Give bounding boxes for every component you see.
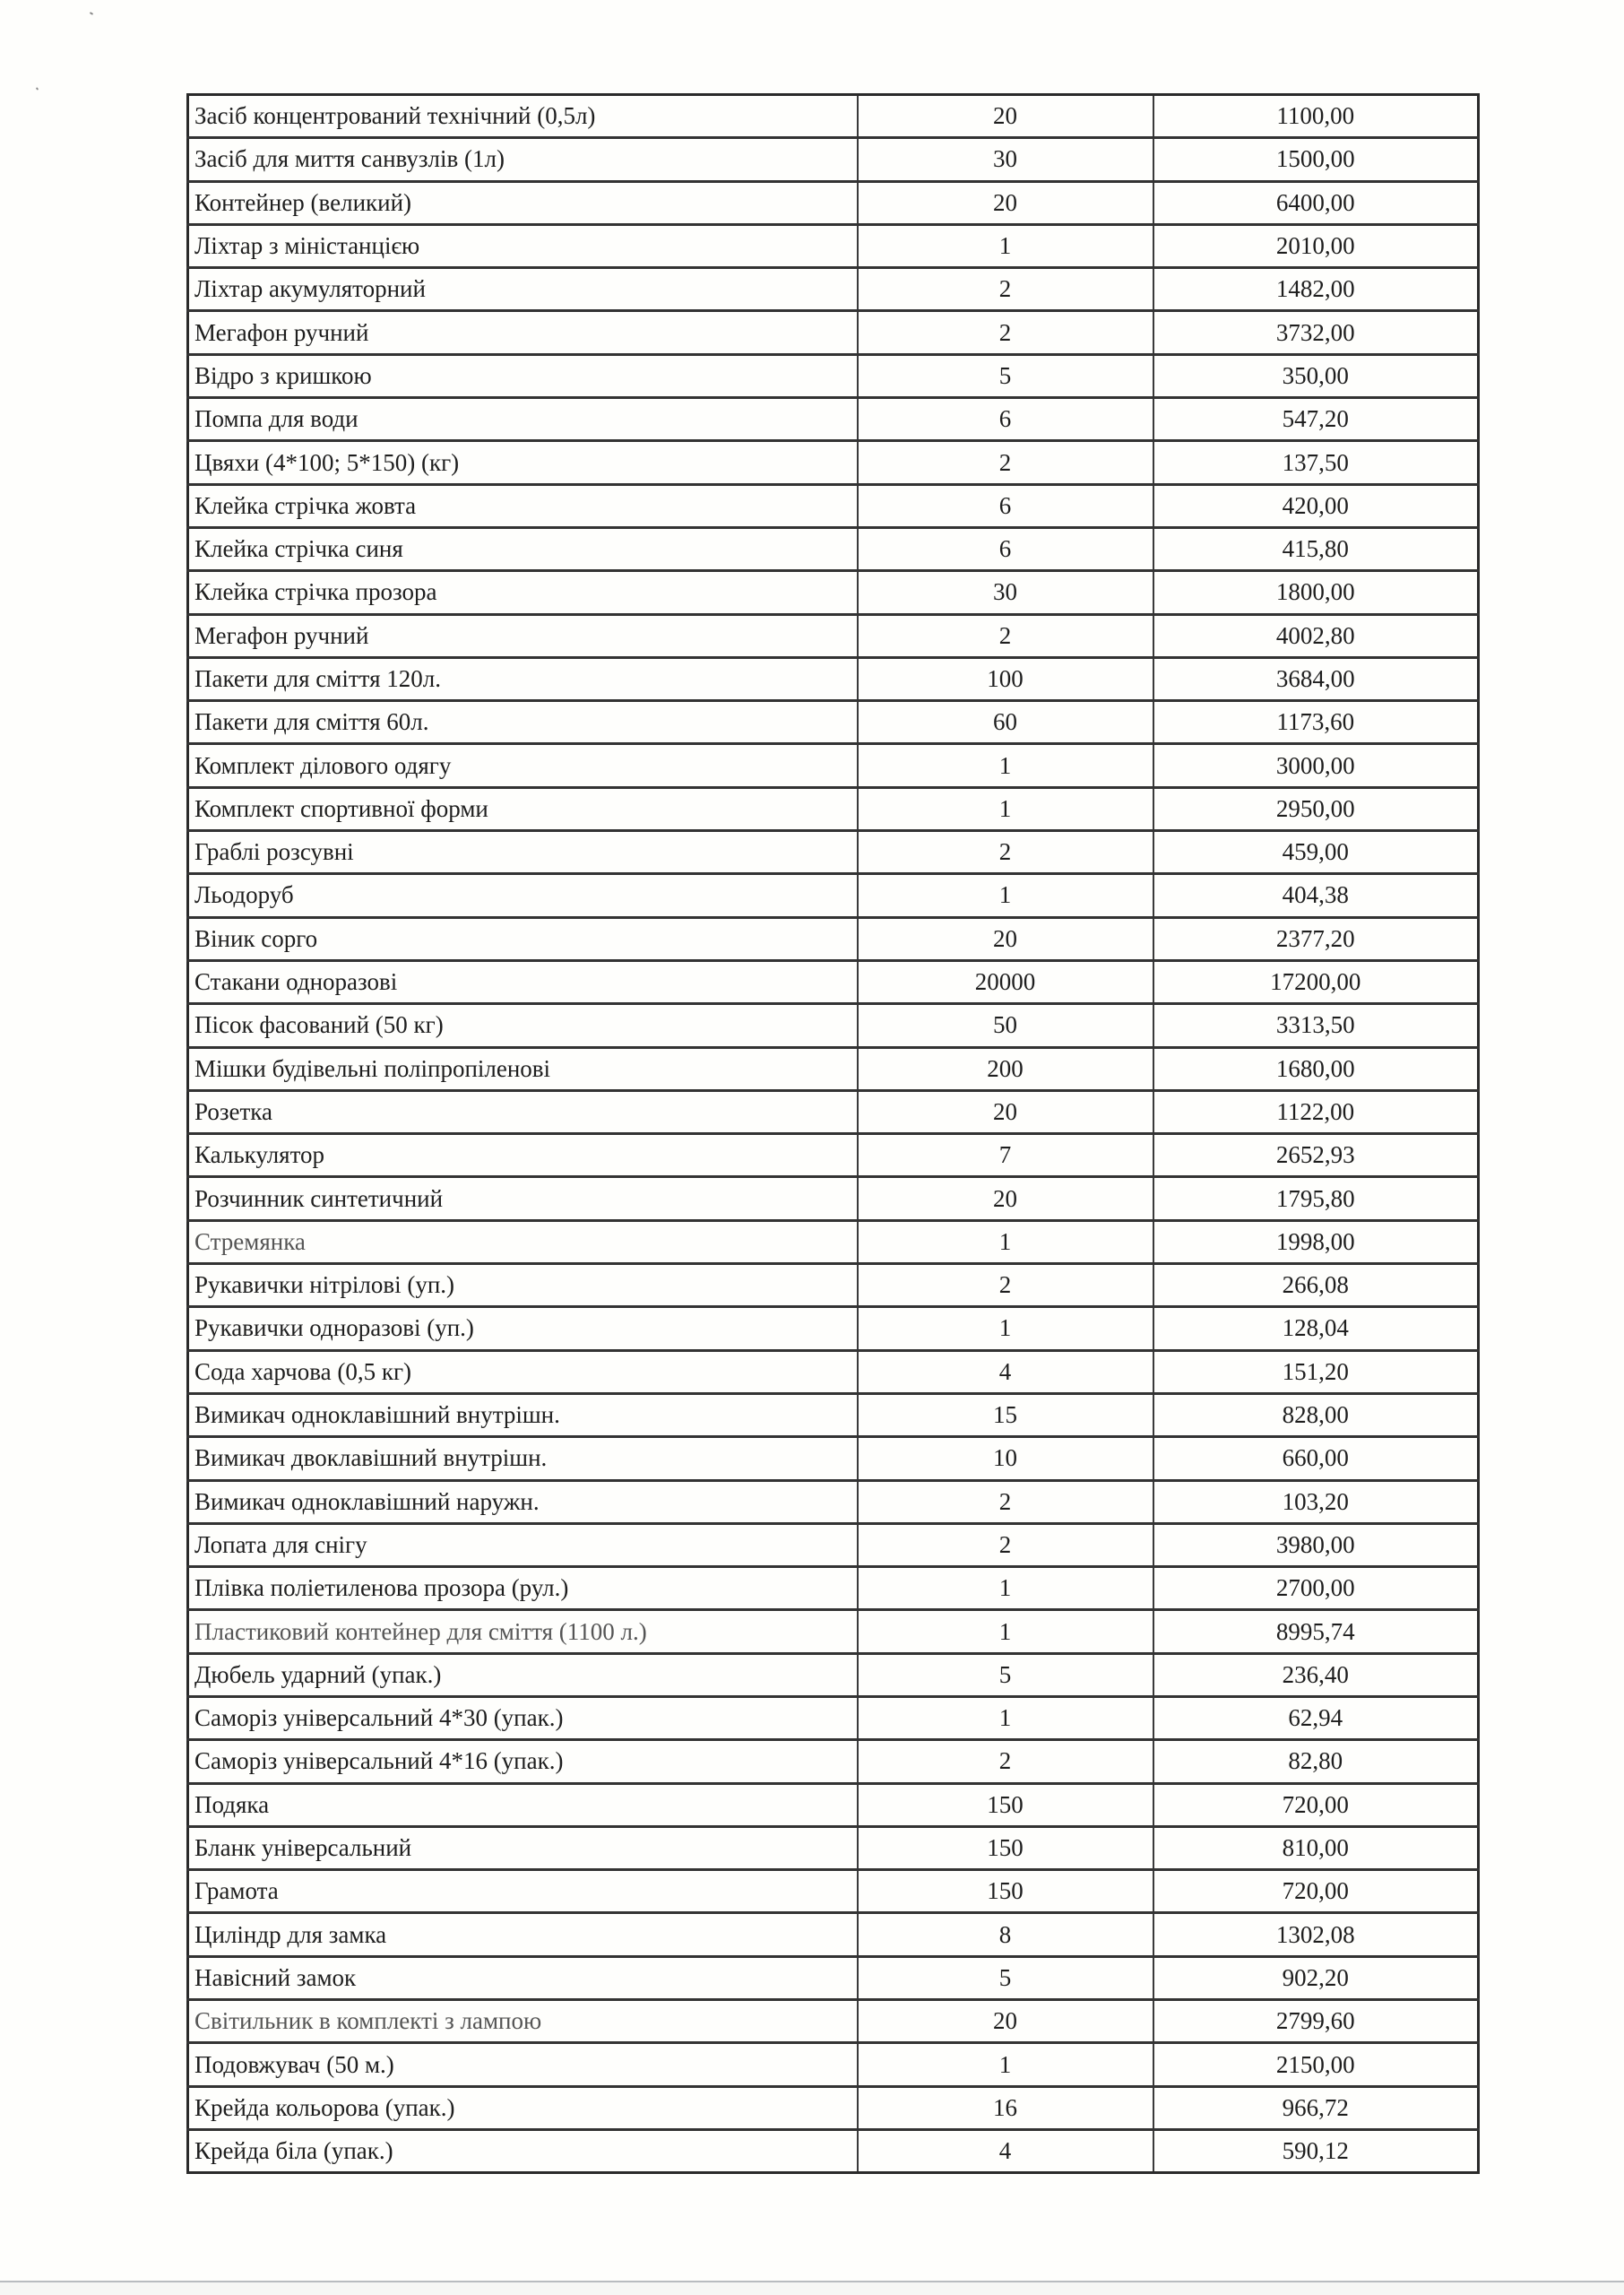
item-name-cell: Пакети для сміття 120л. (188, 657, 858, 700)
item-quantity-cell: 20 (858, 181, 1153, 224)
item-name-cell: Віник сорго (188, 917, 858, 960)
table-row (188, 1567, 1479, 1610)
scan-edge-margin (0, 2282, 1624, 2295)
item-quantity-cell: 1 (858, 1220, 1153, 1263)
table-row (188, 1826, 1479, 1869)
table-row (188, 1350, 1479, 1393)
item-name-cell: Циліндр для замка (188, 1913, 858, 1956)
item-sum-cell: 128,04 (1153, 1307, 1479, 1350)
item-quantity-cell: 2 (858, 1740, 1153, 1783)
item-sum-cell: 459,00 (1153, 831, 1479, 874)
table-row (188, 701, 1479, 744)
item-sum-cell: 547,20 (1153, 398, 1479, 441)
table-row (188, 1307, 1479, 1350)
item-sum-cell: 1800,00 (1153, 571, 1479, 614)
item-quantity-cell: 1 (858, 1307, 1153, 1350)
item-name-cell: Стремянка (188, 1220, 858, 1263)
item-name-cell: Клейка стрічка жовта (188, 484, 858, 527)
item-quantity-cell: 150 (858, 1826, 1153, 1869)
item-sum-cell: 2799,60 (1153, 2000, 1479, 2043)
item-sum-cell: 8995,74 (1153, 1610, 1479, 1653)
item-sum-cell: 1500,00 (1153, 138, 1479, 181)
scan-speck (36, 87, 39, 91)
table-row (188, 138, 1479, 181)
item-sum-cell: 2377,20 (1153, 917, 1479, 960)
item-quantity-cell: 2 (858, 268, 1153, 311)
item-quantity-cell: 1 (858, 2043, 1153, 2086)
item-sum-cell: 82,80 (1153, 1740, 1479, 1783)
table-row (188, 1480, 1479, 1523)
item-sum-cell: 3684,00 (1153, 657, 1479, 700)
table-row (188, 2086, 1479, 2129)
table-row (188, 917, 1479, 960)
item-sum-cell: 4002,80 (1153, 614, 1479, 657)
item-quantity-cell: 30 (858, 571, 1153, 614)
item-sum-cell: 2950,00 (1153, 787, 1479, 830)
item-quantity-cell: 1 (858, 1610, 1153, 1653)
item-sum-cell: 590,12 (1153, 2129, 1479, 2172)
table-row (188, 1740, 1479, 1783)
item-sum-cell: 350,00 (1153, 354, 1479, 397)
table-row (188, 874, 1479, 917)
item-name-cell: Грамота (188, 1870, 858, 1913)
item-quantity-cell: 16 (858, 2086, 1153, 2129)
item-name-cell: Ліхтар з міністанцією (188, 224, 858, 267)
table-row (188, 311, 1479, 354)
item-quantity-cell: 2 (858, 614, 1153, 657)
table-row (188, 614, 1479, 657)
item-sum-cell: 660,00 (1153, 1437, 1479, 1480)
item-name-cell: Плівка поліетиленова прозора (рул.) (188, 1567, 858, 1610)
item-sum-cell: 2700,00 (1153, 1567, 1479, 1610)
item-name-cell: Мегафон ручний (188, 614, 858, 657)
item-quantity-cell: 20 (858, 1177, 1153, 1220)
table-row (188, 1956, 1479, 1999)
item-sum-cell: 2150,00 (1153, 2043, 1479, 2086)
item-name-cell: Бланк універсальний (188, 1826, 858, 1869)
table-row (188, 1653, 1479, 1696)
item-name-cell: Ліхтар акумуляторний (188, 268, 858, 311)
item-name-cell: Відро з кришкою (188, 354, 858, 397)
item-quantity-cell: 20 (858, 95, 1153, 138)
table-row (188, 657, 1479, 700)
item-sum-cell: 1302,08 (1153, 1913, 1479, 1956)
item-name-cell: Світильник в комплекті з лампою (188, 2000, 858, 2043)
item-name-cell: Клейка стрічка синя (188, 527, 858, 570)
items-table (186, 93, 1480, 2174)
item-quantity-cell: 6 (858, 527, 1153, 570)
item-quantity-cell: 200 (858, 1047, 1153, 1090)
item-name-cell: Пісок фасований (50 кг) (188, 1004, 858, 1047)
table-row (188, 1523, 1479, 1566)
item-sum-cell: 1122,00 (1153, 1090, 1479, 1133)
item-sum-cell: 415,80 (1153, 527, 1479, 570)
table-row (188, 1004, 1479, 1047)
item-name-cell: Засіб концентрований технічний (0,5л) (188, 95, 858, 138)
item-quantity-cell: 2 (858, 1264, 1153, 1307)
item-sum-cell: 828,00 (1153, 1393, 1479, 1436)
item-name-cell: Розетка (188, 1090, 858, 1133)
item-quantity-cell: 2 (858, 1523, 1153, 1566)
item-name-cell: Клейка стрічка прозора (188, 571, 858, 614)
item-sum-cell: 902,20 (1153, 1956, 1479, 1999)
item-name-cell: Контейнер (великий) (188, 181, 858, 224)
item-name-cell: Саморіз універсальний 4*16 (упак.) (188, 1740, 858, 1783)
item-quantity-cell: 2 (858, 441, 1153, 484)
item-name-cell: Пластиковий контейнер для сміття (1100 л.) (188, 1610, 858, 1653)
item-name-cell: Граблі розсувні (188, 831, 858, 874)
item-quantity-cell: 20 (858, 1090, 1153, 1133)
item-quantity-cell: 1 (858, 787, 1153, 830)
item-quantity-cell: 10 (858, 1437, 1153, 1480)
items-table-body (188, 95, 1479, 2173)
item-quantity-cell: 2 (858, 831, 1153, 874)
item-sum-cell: 1680,00 (1153, 1047, 1479, 1090)
item-name-cell: Вимикач одноклавішний наружн. (188, 1480, 858, 1523)
item-sum-cell: 62,94 (1153, 1696, 1479, 1739)
table-row (188, 1220, 1479, 1263)
item-sum-cell: 420,00 (1153, 484, 1479, 527)
item-name-cell: Крейда біла (упак.) (188, 2129, 858, 2172)
item-sum-cell: 2652,93 (1153, 1134, 1479, 1177)
item-quantity-cell: 1 (858, 224, 1153, 267)
item-sum-cell: 966,72 (1153, 2086, 1479, 2129)
table-row (188, 268, 1479, 311)
table-row (188, 2129, 1479, 2172)
table-row (188, 181, 1479, 224)
item-quantity-cell: 6 (858, 398, 1153, 441)
item-quantity-cell: 1 (858, 874, 1153, 917)
item-sum-cell: 3313,50 (1153, 1004, 1479, 1047)
item-quantity-cell: 20 (858, 917, 1153, 960)
item-sum-cell: 720,00 (1153, 1870, 1479, 1913)
table-row (188, 2043, 1479, 2086)
table-row (188, 1610, 1479, 1653)
table-row (188, 787, 1479, 830)
item-sum-cell: 103,20 (1153, 1480, 1479, 1523)
table-row (188, 1134, 1479, 1177)
table-row (188, 1913, 1479, 1956)
item-quantity-cell: 2 (858, 311, 1153, 354)
table-row (188, 1696, 1479, 1739)
item-sum-cell: 17200,00 (1153, 960, 1479, 1003)
item-name-cell: Комплект ділового одягу (188, 744, 858, 787)
item-quantity-cell: 50 (858, 1004, 1153, 1047)
item-quantity-cell: 5 (858, 354, 1153, 397)
item-sum-cell: 137,50 (1153, 441, 1479, 484)
table-row (188, 831, 1479, 874)
table-row (188, 95, 1479, 138)
item-sum-cell: 3980,00 (1153, 1523, 1479, 1566)
table-row (188, 571, 1479, 614)
table-row (188, 354, 1479, 397)
item-name-cell: Помпа для води (188, 398, 858, 441)
item-name-cell: Вимикач двоклавішний внутрішн. (188, 1437, 858, 1480)
item-quantity-cell: 5 (858, 1653, 1153, 1696)
item-name-cell: Рукавички одноразові (уп.) (188, 1307, 858, 1350)
item-name-cell: Мегафон ручний (188, 311, 858, 354)
item-name-cell: Дюбель ударний (упак.) (188, 1653, 858, 1696)
table-row (188, 1090, 1479, 1133)
item-name-cell: Вимикач одноклавішний внутрішн. (188, 1393, 858, 1436)
item-sum-cell: 1795,80 (1153, 1177, 1479, 1220)
table-row (188, 1047, 1479, 1090)
table-row (188, 2000, 1479, 2043)
item-sum-cell: 2010,00 (1153, 224, 1479, 267)
item-name-cell: Стакани одноразові (188, 960, 858, 1003)
item-sum-cell: 810,00 (1153, 1826, 1479, 1869)
item-name-cell: Подяка (188, 1783, 858, 1826)
item-quantity-cell: 2 (858, 1480, 1153, 1523)
item-quantity-cell: 4 (858, 2129, 1153, 2172)
item-quantity-cell: 15 (858, 1393, 1153, 1436)
table-row (188, 744, 1479, 787)
scan-speck (90, 12, 93, 15)
item-name-cell: Калькулятор (188, 1134, 858, 1177)
item-quantity-cell: 4 (858, 1350, 1153, 1393)
table-row (188, 1870, 1479, 1913)
item-quantity-cell: 1 (858, 1567, 1153, 1610)
item-sum-cell: 1998,00 (1153, 1220, 1479, 1263)
item-name-cell: Крейда кольорова (упак.) (188, 2086, 858, 2129)
item-sum-cell: 720,00 (1153, 1783, 1479, 1826)
item-name-cell: Рукавички нітрілові (уп.) (188, 1264, 858, 1307)
table-row (188, 441, 1479, 484)
item-name-cell: Сода харчова (0,5 кг) (188, 1350, 858, 1393)
item-quantity-cell: 1 (858, 744, 1153, 787)
item-quantity-cell: 20000 (858, 960, 1153, 1003)
item-sum-cell: 6400,00 (1153, 181, 1479, 224)
item-quantity-cell: 100 (858, 657, 1153, 700)
item-name-cell: Подовжувач (50 м.) (188, 2043, 858, 2086)
item-quantity-cell: 150 (858, 1783, 1153, 1826)
item-name-cell: Навісний замок (188, 1956, 858, 1999)
item-name-cell: Цвяхи (4*100; 5*150) (кг) (188, 441, 858, 484)
table-row (188, 1783, 1479, 1826)
item-quantity-cell: 6 (858, 484, 1153, 527)
item-quantity-cell: 5 (858, 1956, 1153, 1999)
item-sum-cell: 151,20 (1153, 1350, 1479, 1393)
item-name-cell: Розчинник синтетичний (188, 1177, 858, 1220)
table-row (188, 527, 1479, 570)
item-quantity-cell: 1 (858, 1696, 1153, 1739)
item-name-cell: Пакети для сміття 60л. (188, 701, 858, 744)
item-quantity-cell: 20 (858, 2000, 1153, 2043)
item-name-cell: Засіб для миття санвузлів (1л) (188, 138, 858, 181)
item-sum-cell: 266,08 (1153, 1264, 1479, 1307)
item-name-cell: Лопата для снігу (188, 1523, 858, 1566)
table-row (188, 1393, 1479, 1436)
item-name-cell: Саморіз універсальний 4*30 (упак.) (188, 1696, 858, 1739)
item-sum-cell: 236,40 (1153, 1653, 1479, 1696)
item-name-cell: Льодоруб (188, 874, 858, 917)
table-row (188, 398, 1479, 441)
item-sum-cell: 1173,60 (1153, 701, 1479, 744)
item-sum-cell: 3000,00 (1153, 744, 1479, 787)
table-row (188, 1177, 1479, 1220)
item-quantity-cell: 60 (858, 701, 1153, 744)
item-quantity-cell: 7 (858, 1134, 1153, 1177)
item-quantity-cell: 8 (858, 1913, 1153, 1956)
item-name-cell: Мішки будівельні поліпропіленові (188, 1047, 858, 1090)
table-row (188, 484, 1479, 527)
item-sum-cell: 1100,00 (1153, 95, 1479, 138)
table-row (188, 224, 1479, 267)
table-row (188, 960, 1479, 1003)
item-sum-cell: 3732,00 (1153, 311, 1479, 354)
item-quantity-cell: 30 (858, 138, 1153, 181)
item-name-cell: Комплект спортивної форми (188, 787, 858, 830)
table-row (188, 1264, 1479, 1307)
table-row (188, 1437, 1479, 1480)
item-sum-cell: 1482,00 (1153, 268, 1479, 311)
item-sum-cell: 404,38 (1153, 874, 1479, 917)
item-quantity-cell: 150 (858, 1870, 1153, 1913)
